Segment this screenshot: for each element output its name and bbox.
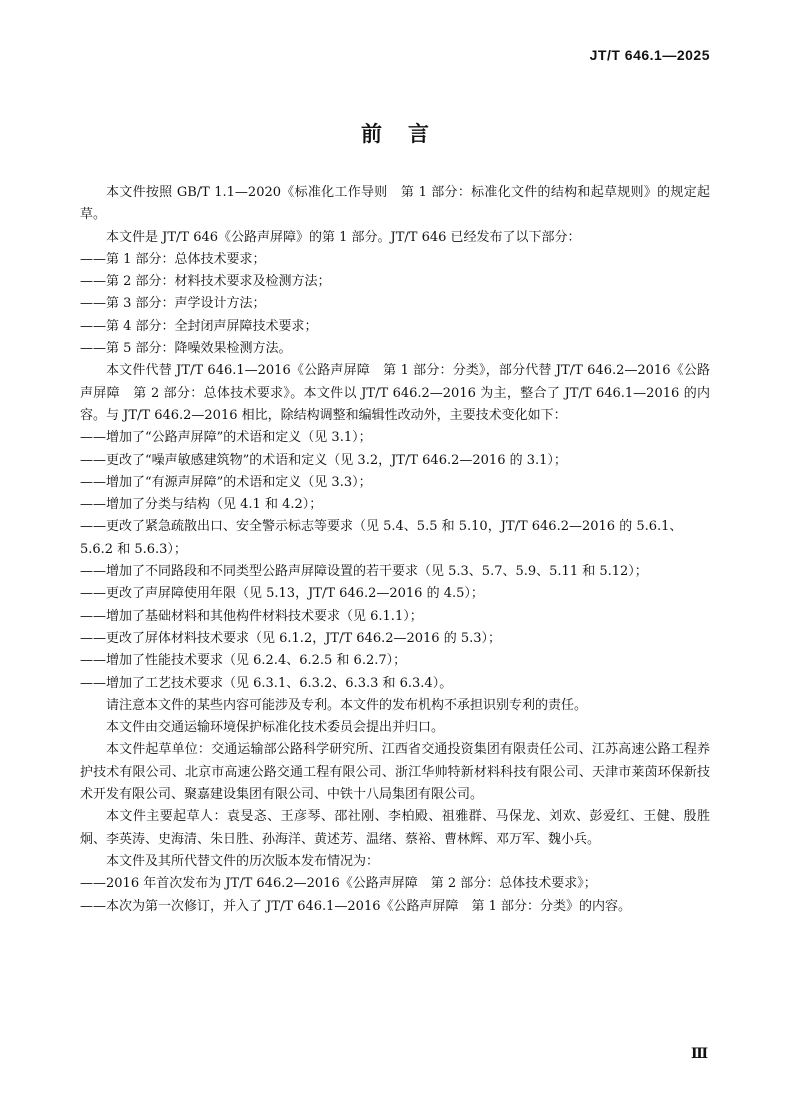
list-item: ——增加了“有源声屏障”的术语和定义（见 3.3）；	[80, 474, 372, 490]
list-item: ——第 3 部分：声学设计方法；	[80, 296, 266, 312]
list-item: ——第 1 部分：总体技术要求；	[80, 251, 266, 267]
list-item: ——第 4 部分：全封闭声屏障技术要求；	[80, 318, 318, 334]
paragraph: 本文件及其所代替文件的历次版本发布情况为：	[106, 853, 380, 869]
list-item: ——本次为第一次修订，并入了 JT/T 646.1—2016《公路声屏障 第 1 部分：分类》的内容。	[80, 898, 632, 914]
paragraph: 本文件由交通运输环境保护标准化技术委员会提出并归口。	[106, 720, 445, 736]
list-item: ——更改了屏体材料技术要求（见 6.1.2，JT/T 646.2—2016 的 5.3）；	[80, 630, 502, 646]
list-item: ——更改了紧急疏散出口、安全警示标志等要求（见 5.4、5.5 和 5.10，JT/T 646.2—2016 的 5.6.1、5.6.2 和 5.6.3）；	[80, 519, 683, 557]
list-item: ——增加了“公路声屏障”的术语和定义（见 3.1）；	[80, 430, 372, 446]
list-item: ——2016 年首次发布为 JT/T 646.2—2016《公路声屏障 第 2 部分：总体技术要求》；	[80, 876, 597, 892]
page-title: 前言	[361, 122, 455, 146]
paragraph: 本文件主要起草人：袁旻忞、王彦琴、邵社刚、李柏殿、祖雅群、马保龙、刘欢、彭爱红、王健、殷胜炯、李英涛、史海清、朱日胜、孙海洋、黄述芳、温绪、蔡裕、曹林辉、邓万军、魏小兵。	[80, 809, 710, 847]
list-item: ——更改了声屏障使用年限（见 5.13，JT/T 646.2—2016 的 4.5）；	[80, 586, 484, 602]
foreword-body	[80, 182, 710, 918]
paragraph: 本文件代替 JT/T 646.1—2016《公路声屏障 第 1 部分：分类》，部分代替 JT/T 646.2—2016《公路声屏障 第 2 部分：总体技术要求》。本文件以 JT/T 646.2—2016 为主，整合了 JT/T 646.1—2016 的内容。与 JT/T 646.2—2016 相比，除结构调整和编辑性改动外，主要技术变化如下：	[80, 363, 710, 423]
paragraph: 请注意本文件的某些内容可能涉及专利。本文件的发布机构不承担识别专利的责任。	[106, 697, 588, 713]
list-item: ——增加了基础材料和其他构件材料技术要求（见 6.1.1）；	[80, 608, 423, 624]
list-item: ——增加了性能技术要求（见 6.2.4、6.2.5 和 6.2.7）；	[80, 653, 407, 669]
list-item: ——增加了不同路段和不同类型公路声屏障设置的若干要求（见 5.3、5.7、5.9、5.11 和 5.12）；	[80, 564, 648, 580]
page-number: Ⅲ	[690, 1046, 708, 1062]
list-item: ——第 5 部分：降噪效果检测方法。	[80, 341, 292, 357]
paragraph: 本文件起草单位：交通运输部公路科学研究所、江西省交通投资集团有限责任公司、江苏高速公路工程养护技术有限公司、北京市高速公路交通工程有限公司、浙江华帅特新材料科技有限公司、天津市莱茵环保新技术开发有限公司、聚嘉建设集团有限公司、中铁十八局集团有限公司。	[80, 742, 710, 803]
list-item: ——第 2 部分：材料技术要求及检测方法；	[80, 274, 331, 290]
standard-code: JT/T 646.1—2025	[589, 47, 710, 63]
paragraph: 本文件按照 GB/T 1.1—2020《标准化工作导则 第 1 部分：标准化文件的结构和起草规则》的规定起草。	[80, 185, 710, 223]
list-item: ——增加了工艺技术要求（见 6.3.1、6.3.2、6.3.3 和 6.3.4）。	[80, 675, 453, 691]
paragraph: 本文件是 JT/T 646《公路声屏障》的第 1 部分。JT/T 646 已经发布了以下部分：	[106, 229, 581, 245]
list-item: ——增加了分类与结构（见 4.1 和 4.2）；	[80, 497, 323, 513]
list-item: ——更改了“噪声敏感建筑物”的术语和定义（见 3.2，JT/T 646.2—2016 的 3.1）；	[80, 452, 567, 468]
